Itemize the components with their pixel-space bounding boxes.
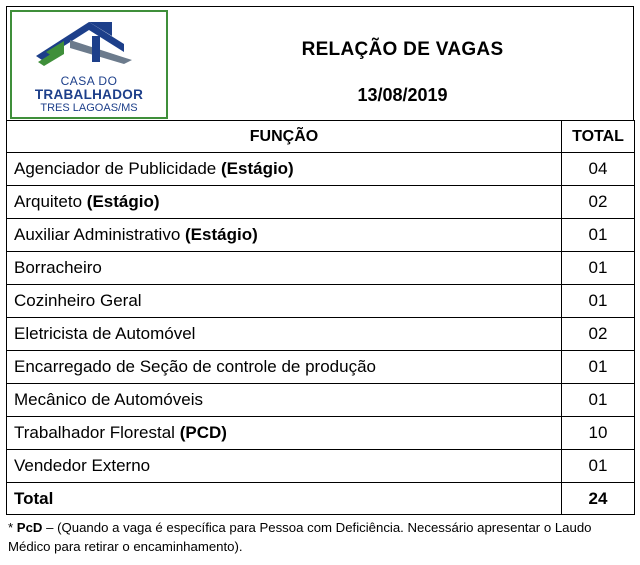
header [6,6,634,120]
total-row [7,483,635,515]
total-cell: 01 [562,450,635,483]
job-listing-sheet [6,6,634,515]
table-row [7,384,635,417]
function-cell [7,252,562,285]
listing-date: 13/08/2019 [357,85,448,105]
total-cell: 02 [562,186,635,219]
function-cell [7,285,562,318]
function-cell [7,351,562,384]
table-row [7,285,635,318]
total-cell: 01 [562,285,635,318]
function-name: Cozinheiro Geral [14,291,142,310]
table-row [7,219,635,252]
function-name: Encarregado de Seção de controle de produção [14,357,376,376]
logo-text-trabalhador: TRABALHADOR [34,87,144,102]
function-cell [7,450,562,483]
function-tag: (Estágio) [221,159,294,178]
function-tag: (Estágio) [185,225,258,244]
function-name: Agenciador de Publicidade [14,159,217,178]
total-cell: 02 [562,318,635,351]
function-name: Arquiteto [14,192,83,211]
function-name: Vendedor Externo [14,456,151,475]
table-row [7,318,635,351]
total-cell: 01 [562,252,635,285]
column-header-function: FUNÇÃO [7,121,562,153]
table-header-row [7,121,635,153]
column-header-total: TOTAL [562,121,635,153]
total-label: Total [7,483,562,515]
function-tag: (Estágio) [86,192,160,211]
table-row [7,252,635,285]
function-cell [7,384,562,417]
logo-text-casa-do: CASA DO [60,74,118,88]
function-name: Mecânico de Automóveis [14,390,203,409]
total-cell: 01 [562,384,635,417]
total-cell: 01 [562,351,635,384]
casa-do-trabalhador-logo [10,10,168,119]
table-row [7,186,635,219]
footnote-term: PcD [16,520,43,535]
function-cell [7,417,562,450]
function-name: Eletricista de Automóvel [14,324,196,343]
vacancies-table [6,120,635,515]
table-row [7,417,635,450]
total-cell: 10 [562,417,635,450]
total-value: 24 [562,483,635,515]
table-row [7,450,635,483]
total-cell: 01 [562,219,635,252]
function-name: Borracheiro [14,258,102,277]
function-name: Trabalhador Florestal [14,423,175,442]
function-cell [7,186,562,219]
house-logo-icon [12,12,166,78]
function-tag: (PCD) [179,423,227,442]
function-cell [7,318,562,351]
logo-text-city: TRES LAGOAS/MS [40,102,138,114]
total-cell: 04 [562,153,635,186]
footnote-marker: * [8,520,17,535]
table-row [7,153,635,186]
function-name: Auxiliar Administrativo [14,225,181,244]
function-cell [7,219,562,252]
footnote-text: – (Quando a vaga é específica para Pessoa com Deficiência. Necessário apresentar o Laudo Médico para retirar o encaminhamento). [8,520,592,554]
page-title: RELAÇÃO DE VAGAS [301,39,504,60]
function-cell [7,153,562,186]
table-row [7,351,635,384]
footnote [8,518,634,556]
